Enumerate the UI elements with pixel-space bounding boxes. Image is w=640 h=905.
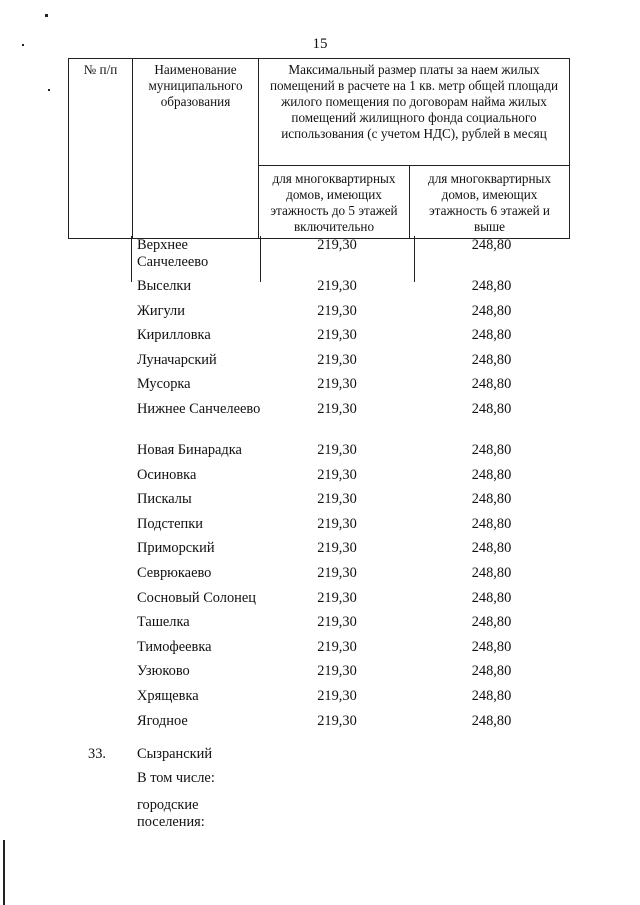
municipality-name: Кирилловка [137, 327, 211, 344]
table-header [68, 58, 570, 239]
table-row [0, 237, 640, 278]
table-row [0, 401, 640, 442]
fee-up-to-5-floors: 219,30 [317, 540, 357, 557]
fee-up-to-5-floors: 219,30 [317, 441, 357, 458]
table-row [0, 639, 640, 664]
table-row [0, 352, 640, 377]
fee-up-to-5-floors: 219,30 [317, 491, 357, 508]
table-row [0, 797, 640, 838]
municipality-name: Хрящевка [137, 687, 199, 704]
municipality-name: Нижнее Санчелеево [137, 400, 261, 417]
fee-up-to-5-floors: 219,30 [317, 327, 357, 344]
table-row [0, 614, 640, 639]
scan-mark [45, 14, 48, 17]
municipality-name: Сызранский [137, 745, 213, 762]
fee-6-floors-and-above: 248,80 [471, 302, 512, 319]
municipality-name: Выселки [137, 278, 192, 294]
table-row [0, 746, 640, 771]
fee-6-floors-and-above: 248,80 [471, 466, 512, 483]
row-number: 33. [88, 745, 106, 762]
fee-6-floors-and-above: 248,80 [471, 614, 512, 631]
table-row [0, 303, 640, 328]
subcolumn-header-6-floors-and-above: для многоквартирных домов, имеющих этажность 6 этажей и выше [410, 166, 570, 239]
fee-6-floors-and-above: 248,80 [471, 687, 512, 704]
table-row [0, 540, 640, 565]
fee-up-to-5-floors: 219,30 [317, 400, 357, 417]
table-row [0, 770, 640, 797]
column-header-name: Наименование муниципального образования [133, 59, 259, 239]
municipality-name: Мусорка [137, 376, 191, 393]
table-row [0, 688, 640, 713]
municipality-name: Новая Бинарадка [137, 441, 242, 458]
fee-6-floors-and-above: 248,80 [471, 237, 512, 253]
fee-up-to-5-floors: 219,30 [317, 515, 357, 532]
fee-6-floors-and-above: 248,80 [471, 515, 512, 532]
table-row [0, 327, 640, 352]
table-body [0, 237, 640, 838]
fee-6-floors-and-above: 248,80 [471, 351, 512, 368]
table-row [0, 491, 640, 516]
municipality-name: городские поселения: [137, 797, 205, 831]
fee-up-to-5-floors: 219,30 [317, 687, 357, 704]
fee-6-floors-and-above: 248,80 [471, 400, 512, 417]
column-header-number: № п/п [69, 59, 133, 239]
fee-6-floors-and-above: 248,80 [471, 564, 512, 581]
fee-6-floors-and-above: 248,80 [471, 712, 512, 729]
table-row [0, 442, 640, 467]
fee-up-to-5-floors: 219,30 [317, 302, 357, 319]
fee-up-to-5-floors: 219,30 [317, 589, 357, 606]
table-row [0, 467, 640, 492]
municipality-name: Узюково [137, 663, 190, 680]
fee-6-floors-and-above: 248,80 [471, 376, 512, 393]
municipality-name: В том числе: [137, 770, 215, 787]
page-number: 15 [312, 36, 328, 52]
municipality-name: Верхнее Санчелеево [137, 237, 209, 270]
fee-6-floors-and-above: 248,80 [471, 441, 512, 458]
scan-mark [48, 89, 50, 91]
fee-6-floors-and-above: 248,80 [471, 638, 512, 655]
fee-6-floors-and-above: 248,80 [471, 540, 512, 557]
municipality-name: Луначарский [137, 351, 217, 368]
fee-6-floors-and-above: 248,80 [471, 327, 512, 344]
fee-6-floors-and-above: 248,80 [471, 663, 512, 680]
municipality-name: Пискалы [137, 491, 192, 508]
fee-up-to-5-floors: 219,30 [317, 351, 357, 368]
fee-up-to-5-floors: 219,30 [317, 278, 357, 294]
table-row [0, 565, 640, 590]
municipality-name: Ташелка [137, 614, 190, 631]
subcolumn-header-up-to-5-floors: для многоквартирных домов, имеющих этажность до 5 этажей включительно [259, 166, 410, 239]
municipality-name: Сосновый Солонец [137, 589, 256, 606]
table-row [0, 516, 640, 541]
fee-up-to-5-floors: 219,30 [317, 237, 357, 253]
fee-up-to-5-floors: 219,30 [317, 564, 357, 581]
fee-6-floors-and-above: 248,80 [471, 278, 512, 294]
fee-up-to-5-floors: 219,30 [317, 638, 357, 655]
fee-up-to-5-floors: 219,30 [317, 663, 357, 680]
municipality-name: Севрюкаево [137, 564, 212, 581]
fee-up-to-5-floors: 219,30 [317, 614, 357, 631]
table-row [0, 376, 640, 401]
fee-6-floors-and-above: 248,80 [471, 491, 512, 508]
column-header-fee: Максимальный размер платы за наем жилых помещений в расчете на 1 кв. метр общей площади жилого помещения по договорам найма жилых помещений жилищного фонда социального использования (с учетом НДС), рублей в месяц [259, 59, 570, 166]
fee-6-floors-and-above: 248,80 [471, 589, 512, 606]
fee-up-to-5-floors: 219,30 [317, 712, 357, 729]
municipality-name: Ягодное [137, 712, 188, 729]
table-row [0, 663, 640, 688]
municipality-name: Подстепки [137, 515, 203, 532]
scan-edge-line [3, 840, 5, 905]
table-row [0, 713, 640, 746]
table-row [0, 590, 640, 615]
fee-up-to-5-floors: 219,30 [317, 376, 357, 393]
table-row [0, 278, 640, 303]
municipality-name: Осиновка [137, 466, 197, 483]
municipality-name: Жигули [137, 302, 185, 319]
municipality-name: Тимофеевка [137, 638, 212, 655]
municipality-name: Приморский [137, 540, 215, 557]
fee-up-to-5-floors: 219,30 [317, 466, 357, 483]
